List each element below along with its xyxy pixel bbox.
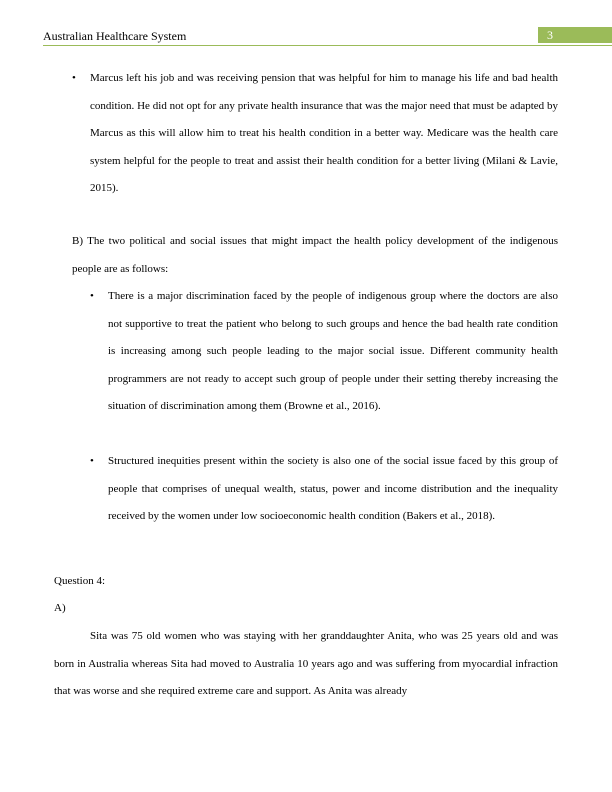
section-b-intro: B) The two political and social issues that might impact the health policy development of the indigenous people are as follows: xyxy=(72,235,558,275)
bullet-paragraph-marcus: Marcus left his job and was receiving pension that was helpful for him to manage his life and bad health condition. He did not opt for any private health insurance that was the major need that must be adapted by Marcus as this will allow him to treat his health condition in a better way. Medicare was the health care system helpful for the people to treat and assist their health condition for a better living (Milani & Lavie, 2015). xyxy=(90,72,558,194)
page-number-badge: 3 xyxy=(538,27,612,43)
header-divider xyxy=(43,45,612,46)
bullet-paragraph-discrimination: There is a major discrimination faced by the people of indigenous group where the doctors are also not supportive to treat the patient who belong to such groups and hence the bad health rate condition is increasing among such people leading to the major social issue. Different community health programmers are not ready to accept such group of people under their setting thereby increasing the situation of discrimination among them (Browne et al., 2016). xyxy=(108,290,558,412)
question-4-heading: Question 4: xyxy=(54,575,106,587)
bullet-icon: • xyxy=(72,72,76,84)
bullet-icon: • xyxy=(90,290,94,302)
case-paragraph-sita: Sita was 75 old women who was staying with her granddaughter Anita, who was 25 years old and was born in Australia whereas Sita had moved to Australia 10 years ago and was suffering from myocardial infraction that was worse and she required extreme care and support. As Anita was already xyxy=(54,630,558,697)
running-header-title: Australian Healthcare System xyxy=(43,29,187,43)
bullet-paragraph-inequities: Structured inequities present within the society is also one of the social issue faced by this group of people that comprises of unequal wealth, status, power and income distribution and the inequality received by the women under low socioeconomic health condition (Bakers et al., 2018). xyxy=(108,455,558,522)
part-a-label: A) xyxy=(54,602,66,614)
bullet-icon: • xyxy=(90,455,94,467)
